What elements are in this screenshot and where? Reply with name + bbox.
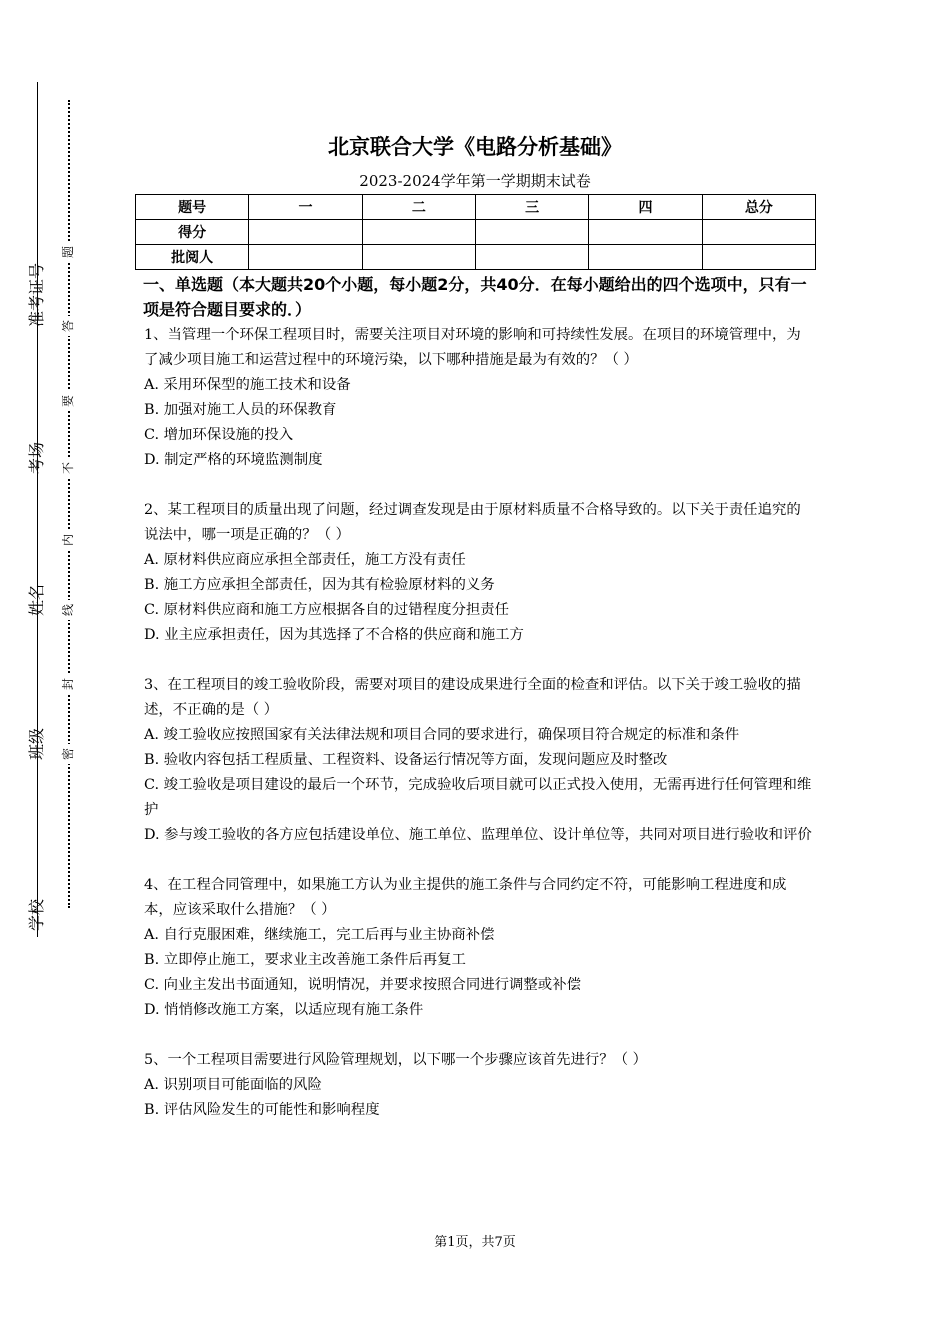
score-cell xyxy=(589,245,702,270)
score-cell xyxy=(249,245,362,270)
score-cell xyxy=(475,220,588,245)
question-stem: 2、某工程项目的质量出现了问题，经过调查发现是由于原材料质量不合格导致的。以下关于责任追究的说法中，哪一项是正确的？（ ） xyxy=(144,502,801,543)
option-b: B. 加强对施工人员的环保教育 xyxy=(144,402,337,418)
seal-char: 线 xyxy=(60,600,76,620)
score-cell xyxy=(702,245,815,270)
question-stem: 5、一个工程项目需要进行风险管理规划，以下哪一个步骤应该首先进行？（ ） xyxy=(144,1052,648,1068)
exam-title: 北京联合大学《电路分析基础》 xyxy=(328,135,622,159)
option-b: B. 施工方应承担全部责任，因为其有检验原材料的义务 xyxy=(144,577,495,593)
score-cell xyxy=(702,220,815,245)
question-stem: 4、在工程合同管理中，如果施工方认为业主提供的施工条件与合同约定不符，可能影响工程进度和成本，应该采取什么措施？（ ） xyxy=(144,877,787,918)
option-d: D. 参与竣工验收的各方应包括建设单位、施工单位、监理单位、设计单位等，共同对项目进行验收和评价 xyxy=(144,827,812,843)
seal-char: 不 xyxy=(60,458,76,478)
score-cell xyxy=(249,220,362,245)
field-exam-number: 准考证号 xyxy=(27,263,46,328)
score-table xyxy=(135,194,816,270)
question-stem: 3、在工程项目的竣工验收阶段，需要对项目的建设成果进行全面的检查和评估。以下关于竣工验收的描述，不正确的是（ ） xyxy=(144,677,801,718)
score-table-header-row xyxy=(136,195,816,220)
question-1 xyxy=(144,323,812,473)
column-header: 总分 xyxy=(702,195,815,220)
column-header: 题号 xyxy=(136,195,249,220)
column-header: 四 xyxy=(589,195,702,220)
column-header: 三 xyxy=(475,195,588,220)
option-a: A. 采用环保型的施工技术和设备 xyxy=(144,377,351,393)
option-b: B. 评估风险发生的可能性和影响程度 xyxy=(144,1102,380,1118)
binding-margin xyxy=(0,0,90,1344)
option-a: A. 自行克服困难，继续施工，完工后再与业主协商补偿 xyxy=(144,927,495,943)
question-3 xyxy=(144,673,812,848)
score-cell xyxy=(475,245,588,270)
section-heading: 一、单选题（本大题共20个小题，每小题2分，共40分．在每小题给出的四个选项中，只有一项是符合题目要求的．） xyxy=(143,275,807,319)
field-name: 姓名 xyxy=(27,584,46,617)
option-d: D. 悄悄修改施工方案，以适应现有施工条件 xyxy=(144,1002,424,1018)
score-cell xyxy=(362,245,475,270)
field-school: 学校 xyxy=(27,899,46,932)
option-c: C. 竣工验收是项目建设的最后一个环节，完成验收后项目就可以正式投入使用，无需再进行任何管理和维护 xyxy=(144,777,812,818)
score-cell xyxy=(362,220,475,245)
exam-subtitle: 2023-2024学年第一学期期末试卷 xyxy=(359,172,591,190)
score-table-row xyxy=(136,245,816,270)
row-label: 批阅人 xyxy=(136,245,249,270)
question-5 xyxy=(144,1048,812,1123)
option-d: D. 业主应承担责任，因为其选择了不合格的供应商和施工方 xyxy=(144,627,524,643)
score-cell xyxy=(589,220,702,245)
option-b: B. 验收内容包括工程质量、工程资料、设备运行情况等方面，发现问题应及时整改 xyxy=(144,752,668,768)
option-a: A. 竣工验收应按照国家有关法律法规和项目合同的要求进行，确保项目符合规定的标准和条件 xyxy=(144,727,740,743)
page-footer: 第1页，共7页 xyxy=(434,1235,516,1250)
option-a: A. 识别项目可能面临的风险 xyxy=(144,1077,322,1093)
option-d: D. 制定严格的环境监测制度 xyxy=(144,452,323,468)
seal-char: 题 xyxy=(60,242,76,262)
option-c: C. 原材料供应商和施工方应根据各自的过错程度分担责任 xyxy=(144,602,510,618)
option-b: B. 立即停止施工，要求业主改善施工条件后再复工 xyxy=(144,952,466,968)
seal-char: 密 xyxy=(60,744,76,764)
question-2 xyxy=(144,498,812,648)
binding-solid-line xyxy=(37,82,38,937)
row-label: 得分 xyxy=(136,220,249,245)
question-stem: 1、当管理一个环保工程项目时，需要关注项目对环境的影响和可持续性发展。在项目的环境管理中，为了减少项目施工和运营过程中的环境污染，以下哪种措施是最为有效的？（ ） xyxy=(144,327,801,368)
seal-char: 答 xyxy=(60,316,76,336)
column-header: 一 xyxy=(249,195,362,220)
option-a: A. 原材料供应商应承担全部责任，施工方没有责任 xyxy=(144,552,466,568)
field-exam-room: 考场 xyxy=(27,442,46,475)
exam-content xyxy=(144,272,812,1123)
option-c: C. 增加环保设施的投入 xyxy=(144,427,294,443)
binding-dotted-line xyxy=(68,100,70,908)
field-class: 班级 xyxy=(27,728,46,761)
seal-char: 要 xyxy=(60,391,76,411)
seal-char: 内 xyxy=(60,530,76,550)
score-table-row xyxy=(136,220,816,245)
column-header: 二 xyxy=(362,195,475,220)
question-4 xyxy=(144,873,812,1023)
option-c: C. 向业主发出书面通知，说明情况，并要求按照合同进行调整或补偿 xyxy=(144,977,581,993)
seal-char: 封 xyxy=(60,674,76,694)
